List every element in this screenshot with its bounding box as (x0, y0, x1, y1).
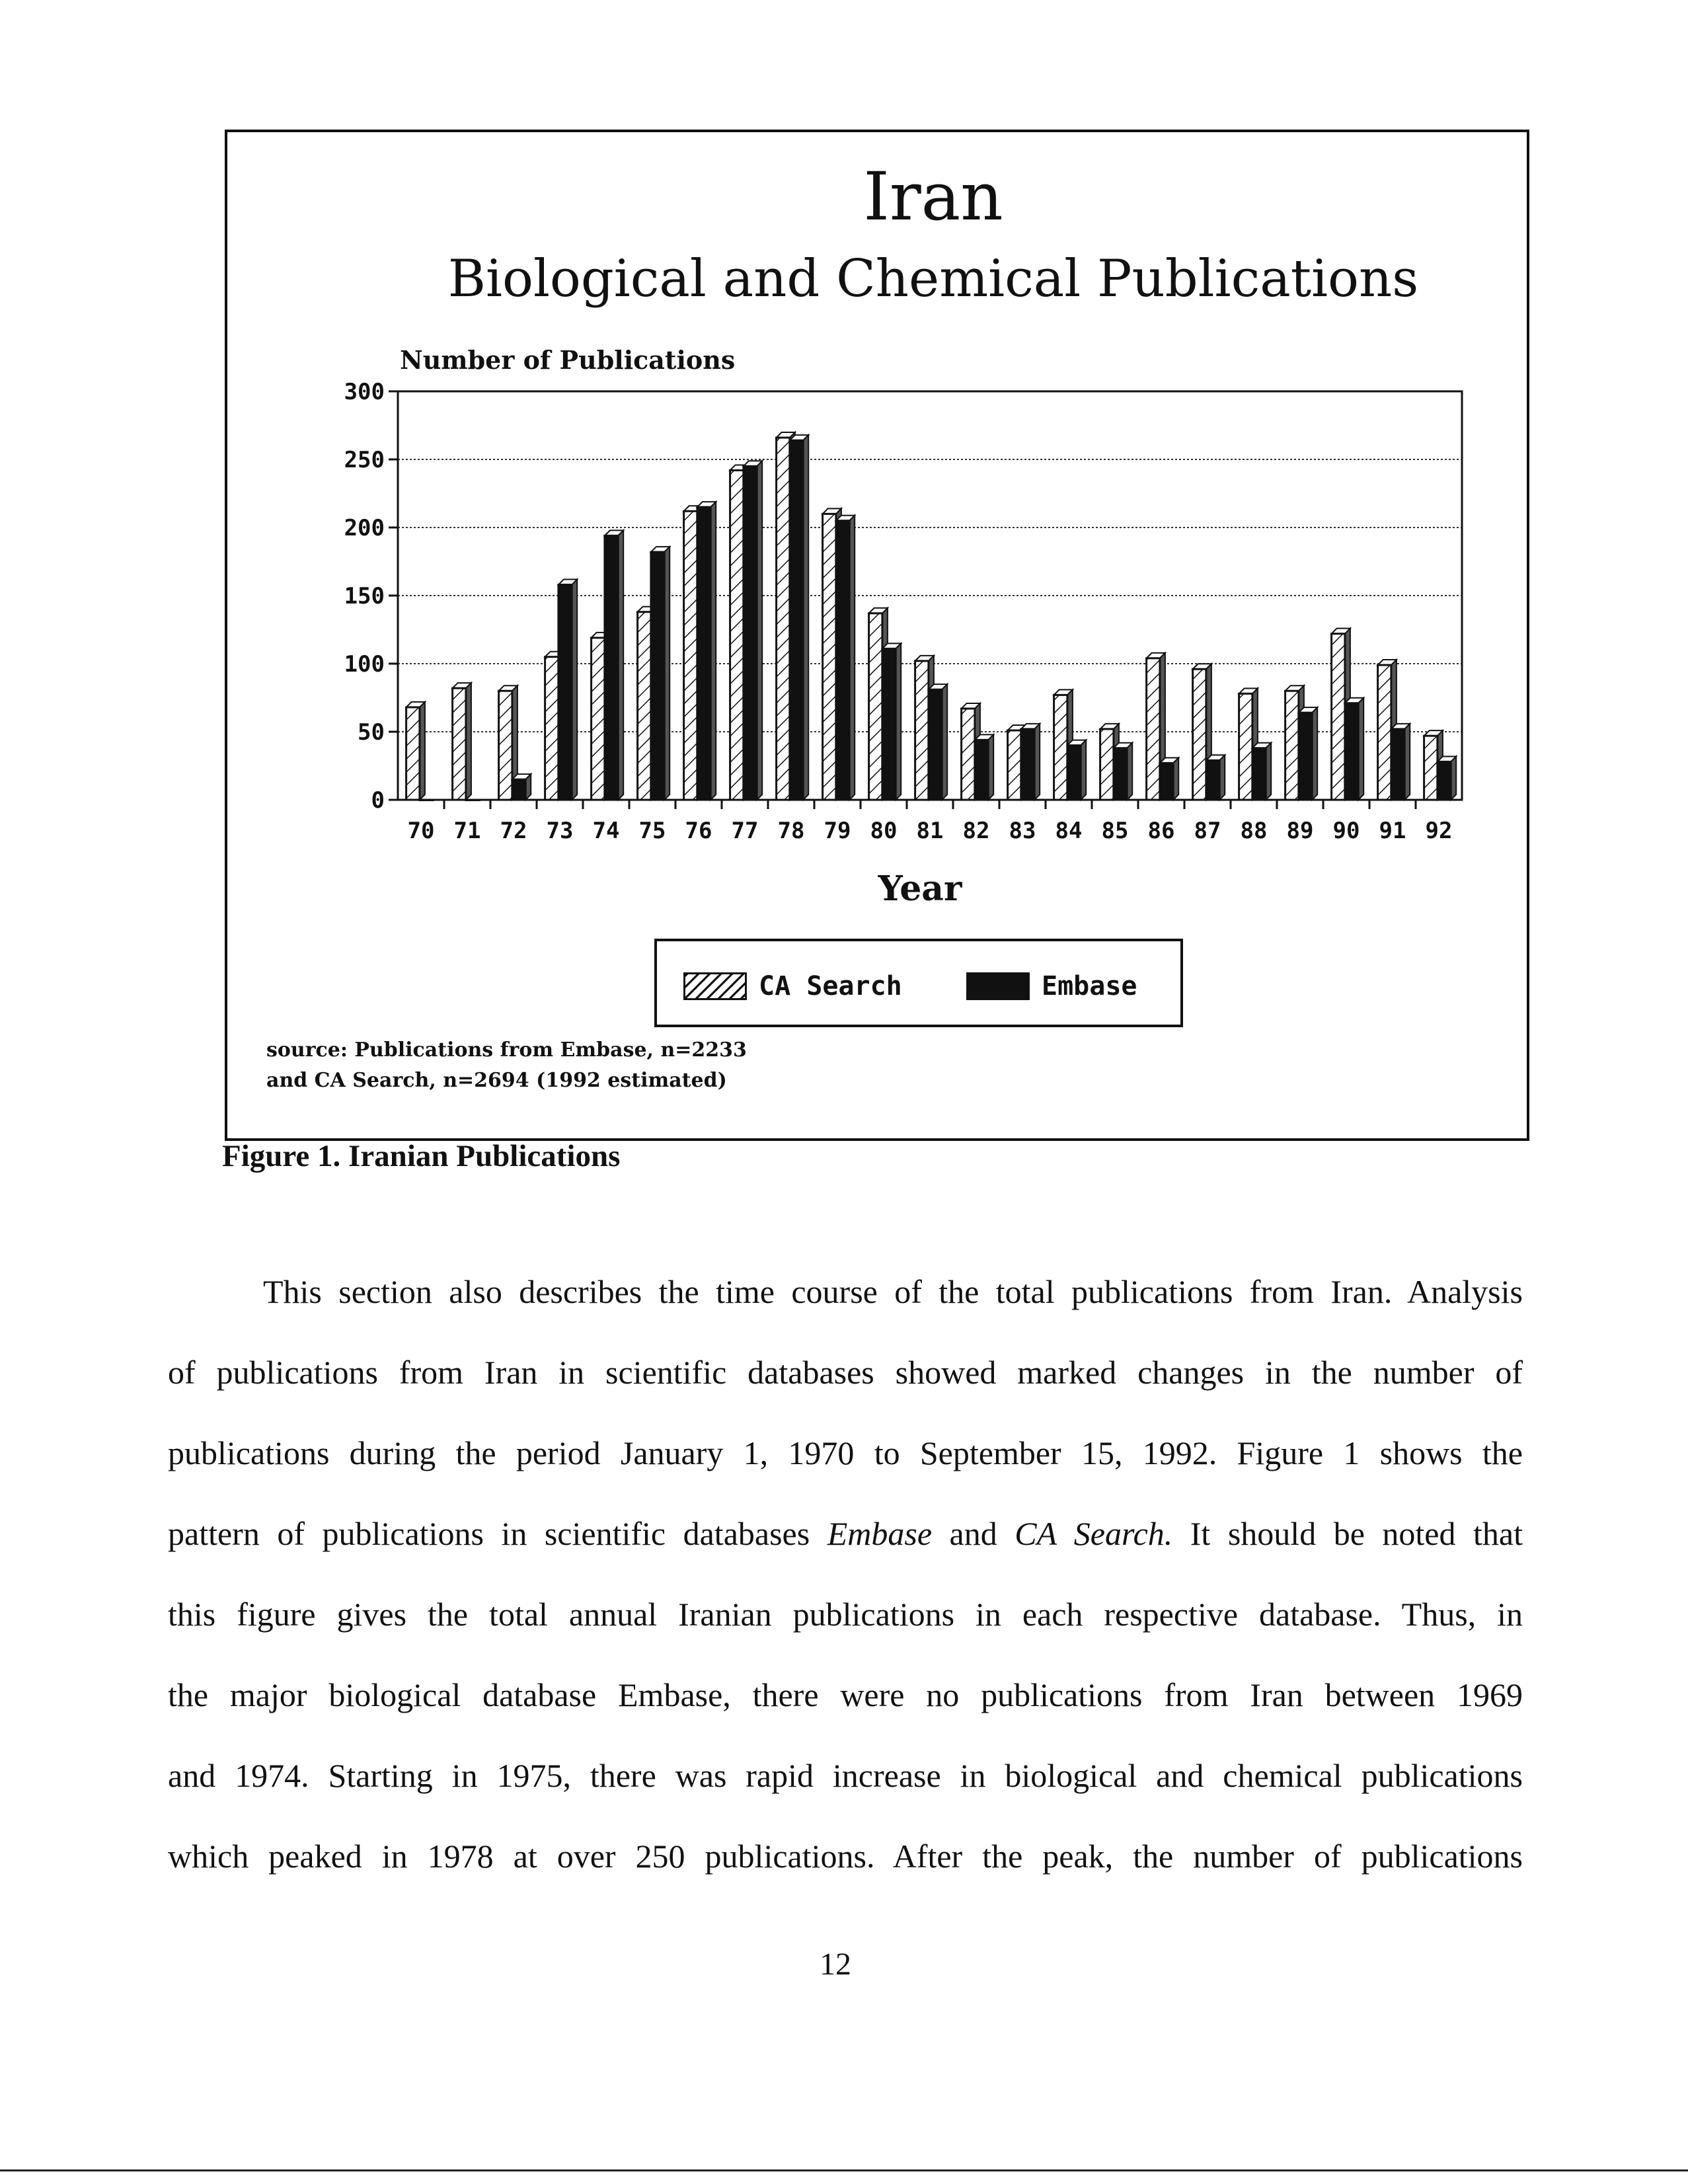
text-line: This section also describes the time course of the total publications from Iran. Analysis (263, 1273, 1523, 1310)
y-tick-labels (344, 379, 385, 814)
x-tick-label: 84 (1055, 818, 1083, 844)
chart-title: Iran (863, 158, 1003, 235)
bar-ca-search (1100, 729, 1114, 800)
bar-embase (1067, 746, 1081, 800)
bar-ca-search (499, 691, 512, 800)
x-tick-label: 71 (453, 818, 481, 844)
bar-ca-search (1239, 693, 1252, 800)
y-tick-label: 100 (344, 651, 385, 678)
text-line: of publications from Iran in scientific databases showed marked changes in the number of (168, 1354, 1523, 1391)
x-tick-label: 73 (546, 818, 574, 844)
page-number: 12 (820, 1947, 851, 1982)
legend (654, 939, 1183, 1027)
bar-embase (1160, 763, 1173, 800)
text-span: It should be noted that (1172, 1515, 1523, 1552)
text-line-mixed (168, 1510, 1523, 1590)
text-span: and (932, 1515, 1015, 1552)
y-tick-label: 0 (371, 787, 385, 814)
emphasis-ca-search: CA Search. (1015, 1515, 1173, 1552)
bar-ca-search (406, 707, 420, 800)
x-tick-label: 81 (916, 818, 944, 844)
text-line: publications during the period January 1, 1970 to September 15, 1992. Figure 1 shows the (168, 1434, 1523, 1471)
source-note (266, 1035, 747, 1096)
bar-embase (882, 648, 896, 800)
x-tick-label: 76 (685, 818, 712, 844)
bar-ca-search (1332, 634, 1345, 800)
bar-ca-search (453, 688, 466, 800)
text-line: the major biological database Embase, there were no publications from Iran between 1969 (168, 1676, 1523, 1713)
x-tick-label: 82 (962, 818, 990, 844)
bar-embase (1438, 761, 1451, 800)
bar-ca-search (915, 661, 929, 800)
x-tick-label: 83 (1009, 818, 1036, 844)
bar-embase (836, 521, 849, 800)
y-tick-label: 150 (344, 583, 385, 609)
x-tick-label: 92 (1425, 818, 1453, 844)
y-tick-label: 300 (344, 379, 385, 405)
bar-ca-search (684, 511, 697, 800)
bar-ca-search (1147, 658, 1160, 800)
bar-embase (1345, 703, 1358, 800)
bar-ca-search (1008, 730, 1021, 800)
bar-embase (1252, 748, 1266, 800)
bar-embase (975, 740, 988, 800)
legend-item-ca-search (683, 968, 902, 1005)
bar-ca-search (1378, 665, 1391, 800)
text-line: this figure gives the total annual Iranian publications in each respective database. Thus, in (168, 1596, 1523, 1633)
bar-ca-search (545, 657, 558, 800)
bar-embase (1299, 713, 1312, 800)
bar-ca-search (1054, 695, 1067, 800)
x-axis-title: Year (878, 869, 962, 909)
x-tick-label: 78 (777, 818, 805, 844)
bar-ca-search (1424, 736, 1438, 800)
bar-ca-search (1285, 691, 1299, 800)
bar-ca-search (638, 612, 651, 800)
source-line-1: source: Publications from Embase, n=2233 (266, 1038, 747, 1062)
y-tick-label: 250 (344, 447, 385, 473)
y-tick-label: 200 (344, 515, 385, 541)
x-tick-label: 86 (1147, 818, 1175, 844)
legend-item-embase (966, 968, 1137, 1005)
chart-subtitle: Biological and Chemical Publications (447, 249, 1419, 309)
x-tick-label: 79 (824, 818, 851, 844)
y-tick-label: 50 (358, 719, 385, 746)
bar-embase (929, 689, 942, 800)
x-tick-label: 72 (500, 818, 527, 844)
bar-embase (1391, 729, 1404, 800)
x-tick-label: 77 (731, 818, 759, 844)
x-tick-label: 91 (1379, 818, 1406, 844)
bar-embase (697, 507, 710, 800)
bar-ca-search (823, 514, 836, 800)
text-line: which peaked in 1978 at over 250 publications. After the peak, the number of publications (168, 1838, 1523, 1875)
legend-label-ca-search: CA Search (759, 971, 902, 1001)
bar-embase (790, 440, 803, 800)
x-tick-label: 70 (407, 818, 435, 844)
text-span: pattern of publications in scientific databases (168, 1515, 810, 1552)
figure-caption: Figure 1. Iranian Publications (222, 1139, 621, 1173)
bar-embase (1114, 748, 1127, 800)
bar-embase (512, 779, 525, 800)
bar-embase (651, 552, 664, 800)
x-tick-label: 75 (638, 818, 666, 844)
y-axis-title: Number of Publications (400, 345, 736, 375)
bar-ca-search (869, 613, 882, 800)
x-tick-label: 85 (1101, 818, 1129, 844)
bar-ca-search (730, 470, 744, 800)
bar-embase (744, 466, 757, 800)
bars (406, 432, 1457, 800)
x-tick-label: 90 (1332, 818, 1360, 844)
solid-swatch-icon (966, 972, 1030, 1000)
bar-embase (605, 535, 618, 800)
bar-ca-search (592, 638, 605, 800)
bar-ca-search (777, 438, 790, 800)
hatched-swatch-icon (683, 972, 747, 1000)
x-tick-label: 80 (870, 818, 898, 844)
x-tick-labels (408, 818, 1453, 844)
bar-embase (1206, 760, 1219, 800)
bar-embase (558, 585, 572, 800)
body-paragraph (168, 1268, 1523, 1913)
text-line: and 1974. Starting in 1975, there was rapid increase in biological and chemical publications (168, 1757, 1523, 1794)
bar-ca-search (962, 709, 975, 800)
source-line-2: and CA Search, n=2694 (1992 estimated) (266, 1069, 727, 1092)
x-tick-label: 87 (1194, 818, 1221, 844)
x-tick-label: 74 (592, 818, 620, 844)
emphasis-embase: Embase (827, 1515, 933, 1552)
x-tick-label: 88 (1240, 818, 1268, 844)
scan-edge-rule (0, 2169, 1688, 2171)
legend-label-embase: Embase (1042, 971, 1137, 1001)
bar-ca-search (1193, 669, 1206, 800)
x-tick-label: 89 (1286, 818, 1314, 844)
bar-embase (1021, 729, 1034, 800)
